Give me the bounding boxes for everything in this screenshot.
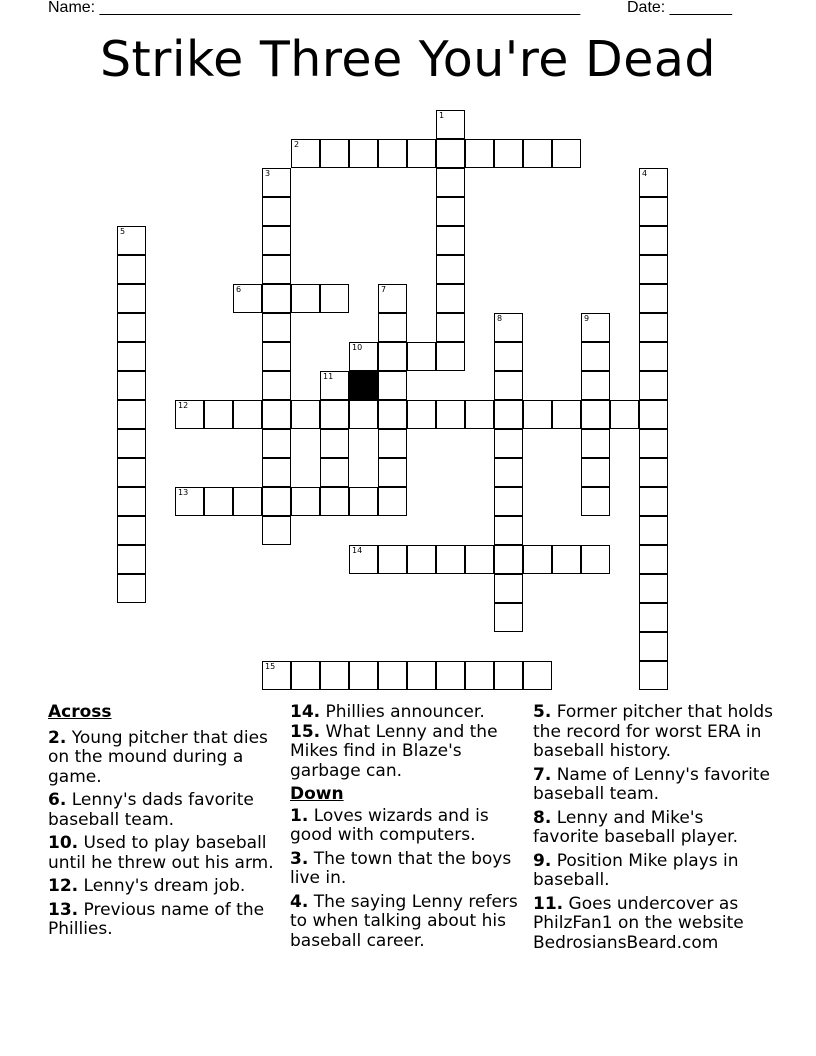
- grid-cell[interactable]: [581, 429, 610, 458]
- grid-cell[interactable]: [262, 661, 291, 690]
- grid-cell[interactable]: [262, 168, 291, 197]
- grid-cell[interactable]: [262, 313, 291, 342]
- grid-cell[interactable]: [436, 168, 465, 197]
- clue-number: 13: [178, 488, 189, 497]
- clue-number: 9: [584, 314, 590, 323]
- name-field-label: Name: ______________________________________________________: [48, 0, 581, 16]
- grid-cell[interactable]: [436, 226, 465, 255]
- clue-number: 8: [497, 314, 503, 323]
- grid-cell[interactable]: [639, 255, 668, 284]
- grid-cell[interactable]: [378, 661, 407, 690]
- grid-cell[interactable]: [436, 110, 465, 139]
- grid-cell[interactable]: [552, 400, 581, 429]
- clue-across-6: 6. Lenny's dads favorite baseball team.: [48, 790, 254, 830]
- grid-cell[interactable]: [581, 487, 610, 516]
- grid-cell[interactable]: [378, 371, 407, 400]
- clue-down-8: 8. Lenny and Mike's favorite baseball player.: [533, 807, 738, 847]
- grid-cell[interactable]: [494, 574, 523, 603]
- grid-cell[interactable]: [639, 603, 668, 632]
- grid-cell[interactable]: [639, 371, 668, 400]
- grid-cell[interactable]: [552, 139, 581, 168]
- grid-cell[interactable]: [378, 458, 407, 487]
- grid-cell[interactable]: [117, 400, 146, 429]
- grid-cell[interactable]: [262, 226, 291, 255]
- grid-cell[interactable]: [262, 429, 291, 458]
- grid-cell[interactable]: [494, 458, 523, 487]
- grid-cell[interactable]: [639, 574, 668, 603]
- grid-cell[interactable]: [233, 487, 262, 516]
- grid-cell[interactable]: [349, 139, 378, 168]
- grid-cell[interactable]: [407, 661, 436, 690]
- grid-cell[interactable]: [494, 313, 523, 342]
- clues-column-2: [290, 703, 522, 955]
- grid-cell[interactable]: [494, 139, 523, 168]
- puzzle-title: Strike Three You're Dead: [99, 31, 717, 88]
- grid-cell[interactable]: [291, 400, 320, 429]
- clue-number: 10: [352, 343, 363, 352]
- grid-cell[interactable]: [320, 284, 349, 313]
- grid-cell[interactable]: [204, 487, 233, 516]
- grid-cell[interactable]: [175, 400, 204, 429]
- grid-cell[interactable]: [407, 139, 436, 168]
- clue-down-4: 4. The saying Lenny refers to when talking about his baseball career.: [290, 891, 518, 951]
- grid-cell[interactable]: [639, 400, 668, 429]
- grid-cell[interactable]: [262, 371, 291, 400]
- grid-cell[interactable]: [494, 371, 523, 400]
- grid-cell[interactable]: [378, 400, 407, 429]
- grid-cell[interactable]: [262, 458, 291, 487]
- grid-cell[interactable]: [494, 400, 523, 429]
- grid-cell[interactable]: [639, 545, 668, 574]
- grid-cell[interactable]: [262, 516, 291, 545]
- grid-cell[interactable]: [639, 661, 668, 690]
- clues-column-1: [48, 703, 280, 944]
- clue-down-7: 7. Name of Lenny's favorite baseball team.: [533, 764, 770, 804]
- grid-cell[interactable]: [581, 313, 610, 342]
- grid-cell[interactable]: [523, 400, 552, 429]
- grid-cell[interactable]: [378, 139, 407, 168]
- grid-cell[interactable]: [436, 139, 465, 168]
- grid-cell[interactable]: [639, 168, 668, 197]
- black-cell: [349, 371, 378, 400]
- grid-cell[interactable]: [610, 400, 639, 429]
- grid-cell[interactable]: [117, 458, 146, 487]
- grid-cell[interactable]: [639, 516, 668, 545]
- clue-number: 6: [236, 285, 242, 294]
- grid-cell[interactable]: [494, 342, 523, 371]
- grid-cell[interactable]: [523, 661, 552, 690]
- grid-cell[interactable]: [436, 284, 465, 313]
- grid-cell[interactable]: [117, 371, 146, 400]
- clue-across-12: 12. Lenny's dream job.: [48, 876, 246, 896]
- grid-cell[interactable]: [378, 429, 407, 458]
- grid-cell[interactable]: [117, 545, 146, 574]
- grid-cell[interactable]: [291, 487, 320, 516]
- grid-cell[interactable]: [349, 661, 378, 690]
- grid-cell[interactable]: [204, 400, 233, 429]
- grid-cell[interactable]: [320, 429, 349, 458]
- clue-across-14: 14. Phillies announcer.: [290, 702, 485, 722]
- grid-cell[interactable]: [291, 139, 320, 168]
- grid-cell[interactable]: [320, 661, 349, 690]
- clue-across-13: 13. Previous name of the Phillies.: [48, 899, 265, 939]
- grid-cell[interactable]: [233, 400, 262, 429]
- grid-cell[interactable]: [349, 487, 378, 516]
- grid-cell[interactable]: [378, 545, 407, 574]
- grid-cell[interactable]: [349, 342, 378, 371]
- grid-cell[interactable]: [581, 400, 610, 429]
- grid-cell[interactable]: [581, 545, 610, 574]
- grid-cell[interactable]: [465, 139, 494, 168]
- grid-cell[interactable]: [349, 400, 378, 429]
- grid-cell[interactable]: [581, 342, 610, 371]
- grid-cell[interactable]: [436, 661, 465, 690]
- grid-cell[interactable]: [117, 255, 146, 284]
- grid-cell[interactable]: [378, 487, 407, 516]
- clue-down-11: 11. Goes undercover as PhilzFan1 on the website BedrosiansBeard.com: [533, 893, 744, 953]
- grid-cell[interactable]: [581, 371, 610, 400]
- clue-number: 12: [178, 401, 189, 410]
- grid-cell[interactable]: [639, 226, 668, 255]
- clue-down-9: 9. Position Mike plays in baseball.: [533, 850, 739, 890]
- grid-cell[interactable]: [117, 342, 146, 371]
- grid-cell[interactable]: [494, 661, 523, 690]
- grid-cell[interactable]: [436, 400, 465, 429]
- grid-cell[interactable]: [639, 458, 668, 487]
- grid-cell[interactable]: [639, 632, 668, 661]
- grid-cell[interactable]: [436, 545, 465, 574]
- grid-cell[interactable]: [117, 284, 146, 313]
- grid-cell[interactable]: [117, 574, 146, 603]
- clue-across-15: 15. What Lenny and the Mikes find in Blaze's garbage can.: [290, 721, 498, 781]
- grid-cell[interactable]: [378, 313, 407, 342]
- grid-cell[interactable]: [494, 603, 523, 632]
- grid-cell[interactable]: [349, 545, 378, 574]
- grid-cell[interactable]: [117, 516, 146, 545]
- down-heading: Down: [290, 784, 344, 804]
- grid-cell[interactable]: [262, 342, 291, 371]
- grid-cell[interactable]: [407, 545, 436, 574]
- grid-cell[interactable]: [407, 342, 436, 371]
- grid-cell[interactable]: [378, 284, 407, 313]
- grid-cell[interactable]: [117, 487, 146, 516]
- grid-cell[interactable]: [494, 516, 523, 545]
- grid-cell[interactable]: [291, 661, 320, 690]
- grid-cell[interactable]: [494, 487, 523, 516]
- grid-cell[interactable]: [494, 429, 523, 458]
- clue-number: 5: [120, 227, 126, 236]
- clue-number: 4: [642, 169, 648, 178]
- across-heading: Across: [48, 702, 112, 722]
- date-field-label: Date: _______: [627, 0, 732, 16]
- grid-cell[interactable]: [117, 429, 146, 458]
- clue-number: 14: [352, 546, 363, 555]
- grid-cell[interactable]: [117, 313, 146, 342]
- grid-cell[interactable]: [523, 545, 552, 574]
- grid-cell[interactable]: [262, 487, 291, 516]
- grid-cell[interactable]: [320, 487, 349, 516]
- grid-cell[interactable]: [291, 284, 320, 313]
- grid-cell[interactable]: [639, 342, 668, 371]
- grid-cell[interactable]: [262, 400, 291, 429]
- clue-down-1: 1. Loves wizards and is good with computers.: [290, 805, 489, 845]
- grid-cell[interactable]: [320, 139, 349, 168]
- grid-cell[interactable]: [494, 545, 523, 574]
- grid-cell[interactable]: [320, 400, 349, 429]
- clue-down-3: 3. The town that the boys live in.: [290, 848, 512, 888]
- clue-number: 2: [294, 140, 300, 149]
- grid-cell[interactable]: [407, 400, 436, 429]
- grid-cell[interactable]: [262, 284, 291, 313]
- grid-cell[interactable]: [262, 197, 291, 226]
- grid-cell[interactable]: [465, 661, 494, 690]
- clue-number: 3: [265, 169, 271, 178]
- clue-number: 15: [265, 662, 276, 671]
- grid-cell[interactable]: [639, 429, 668, 458]
- grid-cell[interactable]: [262, 255, 291, 284]
- grid-cell[interactable]: [523, 139, 552, 168]
- clue-across-2: 2. Young pitcher that dies on the mound during a game.: [48, 727, 268, 787]
- grid-cell[interactable]: [436, 342, 465, 371]
- grid-cell[interactable]: [436, 197, 465, 226]
- grid-cell[interactable]: [436, 313, 465, 342]
- clue-down-5: 5. Former pitcher that holds the record for worst ERA in baseball history.: [533, 702, 774, 761]
- clue-number: 1: [439, 111, 445, 120]
- grid-cell[interactable]: [117, 226, 146, 255]
- grid-cell[interactable]: [465, 545, 494, 574]
- grid-cell[interactable]: [175, 487, 204, 516]
- grid-cell[interactable]: [581, 458, 610, 487]
- grid-cell[interactable]: [233, 284, 262, 313]
- grid-cell[interactable]: [465, 400, 494, 429]
- grid-cell[interactable]: [639, 313, 668, 342]
- grid-cell[interactable]: [436, 255, 465, 284]
- grid-cell[interactable]: [639, 284, 668, 313]
- grid-cell[interactable]: [639, 197, 668, 226]
- grid-cell[interactable]: [639, 487, 668, 516]
- grid-cell[interactable]: [320, 371, 349, 400]
- clue-number: 11: [323, 372, 334, 381]
- grid-cell[interactable]: [552, 545, 581, 574]
- clue-across-10: 10. Used to play baseball until he threw out his arm.: [48, 833, 274, 873]
- clues-column-3: [533, 703, 773, 957]
- grid-cell[interactable]: [378, 342, 407, 371]
- clue-number: 7: [381, 285, 387, 294]
- grid-cell[interactable]: [320, 458, 349, 487]
